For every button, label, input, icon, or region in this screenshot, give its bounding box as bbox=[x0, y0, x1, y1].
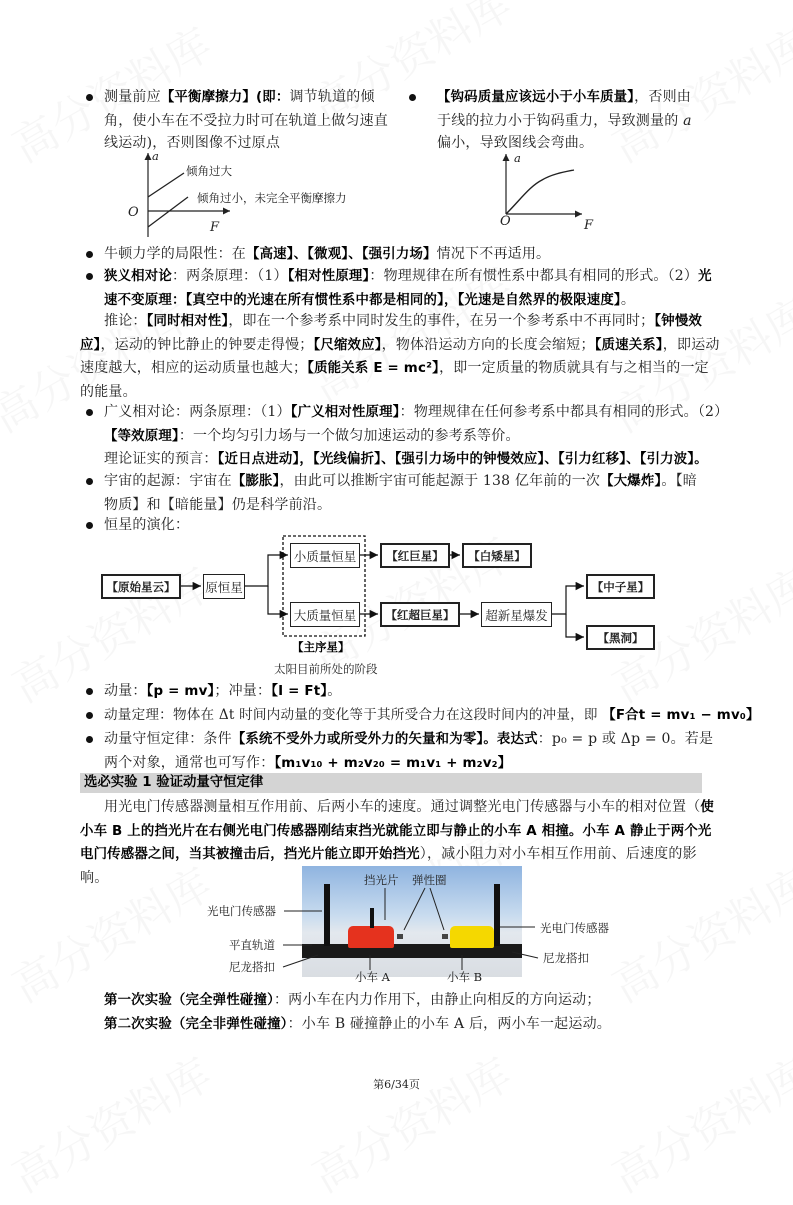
node-white-dwarf: 【白矮星】 bbox=[462, 543, 532, 568]
text-run: ：一个均匀引力场与一个做匀加速运动的参考系等价。 bbox=[178, 427, 520, 444]
bullet bbox=[86, 736, 93, 743]
text-run: ；冲量： bbox=[214, 683, 272, 699]
line-angle-too-large bbox=[148, 173, 184, 197]
origin-label: O bbox=[500, 214, 511, 229]
bold-text-run: 【质速关系】 bbox=[594, 337, 663, 353]
bullet bbox=[86, 94, 93, 101]
x-axis-label: F bbox=[584, 218, 594, 233]
bold-text-run: 【大爆炸】 bbox=[600, 474, 662, 489]
bullet bbox=[86, 712, 93, 719]
bold-text-run: 第一次实验（完全弹性碰撞） bbox=[104, 993, 274, 1008]
label-cart-b: 小车 B bbox=[447, 970, 483, 984]
node-high-mass-star: 大质量恒星 bbox=[290, 602, 360, 627]
text-run: 宇宙的起源：宇宙在 bbox=[104, 473, 232, 489]
text-run: 牛顿力学的局限性：在 bbox=[104, 246, 246, 262]
bold-text-run: 【同时相对性】 bbox=[146, 314, 229, 329]
bold-text-run: 【I = Ft】 bbox=[271, 684, 328, 699]
text-run: ，物体沿运动方向的长度会缩短； bbox=[381, 336, 595, 353]
bold-text-run: 【钟慢效应】 bbox=[80, 314, 703, 353]
newton-limitation bbox=[104, 243, 724, 267]
first-experiment bbox=[104, 989, 724, 1013]
text-run: ，否则由于线的拉力小于钩码重力，导致测量的 bbox=[437, 89, 691, 129]
line-label-small: 倾角过小，未完全平衡摩擦力 bbox=[197, 191, 347, 205]
text-run: ：小车 B 碰撞静止的小车 A 后，两小车一起运动。 bbox=[287, 1016, 611, 1032]
text-run: ：物理规律在所有惯性系中都具有相同的形式。（2） bbox=[369, 268, 699, 284]
node-supernova: 超新星爆发 bbox=[481, 602, 552, 627]
node-low-mass-star: 小质量恒星 bbox=[290, 543, 360, 568]
bullet bbox=[86, 273, 93, 280]
special-relativity bbox=[104, 265, 719, 312]
text-run: 偏小，导致图线会弯曲。 bbox=[437, 135, 594, 152]
text-run: 用光电门传感器测量相互作用前、后两小车的速度。通过调整光电门传感器与小车的相对位置（ bbox=[104, 799, 701, 815]
bold-text-run: 【膨胀】 bbox=[231, 474, 280, 489]
bold-text-run: 【等效原理】 bbox=[104, 428, 179, 444]
node-protostar: 原恒星 bbox=[203, 574, 245, 599]
bold-text-run: 光速不变原理：【真空中的光速在所有惯性系中都是相同的】，【光速是自然界的极限速度】 bbox=[104, 269, 712, 308]
page-number: 第6/34页 bbox=[373, 1078, 420, 1091]
text-run: 。 bbox=[327, 683, 342, 699]
x-axis-label: F bbox=[210, 220, 220, 235]
label-shutter: 挡光片 bbox=[364, 873, 399, 887]
bold-text-run: 【p = mv】 bbox=[146, 684, 215, 699]
watermark bbox=[299, 1039, 522, 1204]
label-velcro-right: 尼龙搭扣 bbox=[543, 951, 589, 965]
label-cart-a: 小车 A bbox=[355, 970, 390, 984]
text-run: ，即在一个参考系中同时发生的事件，在另一个参考系中不再同时； bbox=[228, 313, 655, 329]
universe-origin bbox=[104, 470, 704, 516]
bullet bbox=[86, 251, 93, 258]
node-primordial-nebula: 【原始星云】 bbox=[101, 574, 181, 599]
text-run: 推论： bbox=[104, 313, 147, 329]
bold-text-run: 【质能关系 E = mc²】 bbox=[307, 361, 440, 377]
text-run: ：物理规律在任何参考系中都具有相同的形式。（2） bbox=[399, 404, 729, 420]
text-run: ，运动的钟比静止的钟要走得慢； bbox=[100, 336, 314, 353]
text-run: 。 bbox=[620, 291, 636, 308]
text-run: 动量： bbox=[104, 683, 147, 699]
label-elastic-ring: 弹性圈 bbox=[412, 873, 447, 887]
text-run: ），减小阻力对小车相互作用前、后速度的影响。 bbox=[80, 846, 697, 886]
text-run: ，即一定质量的物质就具有与之相当的一定的能量。 bbox=[80, 360, 709, 400]
bold-text-run: 【m₁v₁₀ + m₂v₂₀ = m₁v₁ + m₂v₂】 bbox=[274, 755, 512, 771]
text-run: 调节轨道的倾角，使小车在不受拉力时可在轨道上做匀速直线运动)，否则图像不过原点 bbox=[104, 89, 388, 152]
predictions bbox=[104, 448, 734, 472]
second-experiment bbox=[104, 1013, 724, 1037]
mass-condition-note bbox=[437, 86, 692, 155]
bold-text-run: 【F合t = mv₁ − mv₀】 bbox=[602, 708, 760, 723]
bullet bbox=[86, 409, 93, 416]
origin-label: O bbox=[128, 205, 139, 220]
label-left-photogate: 光电门传感器 bbox=[207, 904, 276, 918]
text-run: ，即运动速度越大，相应的运动质量也越大； bbox=[80, 336, 720, 377]
node-neutron-star: 【中子星】 bbox=[586, 574, 655, 599]
text-run: 情况下不再适用。 bbox=[436, 246, 551, 262]
text-run: 。【暗物质】和【暗能量】仍是科学前沿。 bbox=[104, 473, 697, 513]
text-run: ：两小车在内力作用下，由静止向相反的方向运动； bbox=[273, 992, 601, 1008]
line-label-large: 倾角过大 bbox=[186, 164, 232, 178]
label-track: 平直轨道 bbox=[229, 938, 275, 952]
y-axis-label: a bbox=[152, 149, 159, 163]
text-run: a bbox=[683, 112, 692, 129]
text-run: 动量守恒定律：条件 bbox=[104, 731, 232, 747]
momentum-definition bbox=[104, 680, 704, 704]
momentum-theorem bbox=[104, 704, 760, 728]
text-run: 测量前应 bbox=[104, 89, 161, 105]
bold-text-run: 【广义相对性原理】 bbox=[290, 405, 400, 420]
text-run: 动量定理：物体在 Δt 时间内动量的变化等于其所受合力在这段时间内的冲量，即 bbox=[104, 707, 603, 723]
bold-text-run: 【平衡摩擦力】(即： bbox=[160, 90, 290, 105]
main-sequence-label: 【主序星】 bbox=[292, 640, 350, 654]
y-axis-label: a bbox=[514, 151, 521, 165]
text-run: ，由此可以推断宇宙可能起源于 138 亿年前的一次 bbox=[279, 473, 601, 489]
bullet bbox=[409, 94, 416, 101]
bullet bbox=[86, 478, 93, 485]
bullet bbox=[86, 688, 93, 695]
section-header: 选必实验 1 验证动量守恒定律 bbox=[80, 773, 702, 793]
general-relativity bbox=[104, 401, 729, 448]
text-run: 广义相对论：两条原理：（1） bbox=[104, 404, 291, 420]
watermark bbox=[0, 1039, 221, 1204]
bold-text-run: 【高速】、【微观】、【强引力场】 bbox=[246, 247, 437, 262]
bold-text-run: 第二次实验（完全非弹性碰撞） bbox=[104, 1017, 288, 1032]
label-right-photogate: 光电门传感器 bbox=[540, 921, 609, 935]
bold-text-run: 【钩码质量应该远小于小车质量】 bbox=[437, 90, 635, 105]
text-run: 理论证实的预言： bbox=[104, 451, 218, 467]
bold-text-run: 【系统不受外力或所受外力的矢量和为零】。表达式 bbox=[231, 732, 538, 747]
node-red-giant: 【红巨星】 bbox=[380, 543, 450, 568]
text-run: ：p₀ = p 或 Δp = 0。若是两个对象，通常也可写作： bbox=[104, 731, 714, 771]
text-run: 恒星的演化： bbox=[104, 517, 190, 533]
line-angle-too-small bbox=[148, 197, 188, 227]
relativity-inferences bbox=[80, 310, 720, 403]
momentum-conservation bbox=[104, 728, 716, 775]
sun-stage-note: 太阳目前所处的阶段 bbox=[274, 662, 378, 676]
bent-curve bbox=[506, 170, 574, 214]
bold-text-run: 使小车 B 上的挡光片在右侧光电门传感器刚结束挡光就能立即与静止的小车 A 相撞。小车 A 静止于两个光电门传感器之间，当其被撞击后，挡光片能立即开始挡光 bbox=[80, 800, 714, 863]
text-run: ：两条原理：（1） bbox=[171, 268, 288, 284]
bold-text-run: 狭义相对论 bbox=[104, 269, 172, 284]
bold-text-run: 【尺缩效应】 bbox=[313, 337, 382, 353]
node-red-supergiant: 【红超巨星】 bbox=[380, 602, 460, 627]
watermark bbox=[599, 1039, 793, 1204]
bold-text-run: 【近日点进动】，【光线偏折】、【强引力场中的钟慢效应】、【引力红移】、【引力波】。 bbox=[217, 452, 708, 467]
label-velcro-left: 尼龙搭扣 bbox=[229, 960, 275, 974]
node-black-hole: 【黑洞】 bbox=[586, 625, 655, 650]
bullet bbox=[86, 522, 93, 529]
bold-text-run: 【相对性原理】 bbox=[287, 269, 370, 284]
